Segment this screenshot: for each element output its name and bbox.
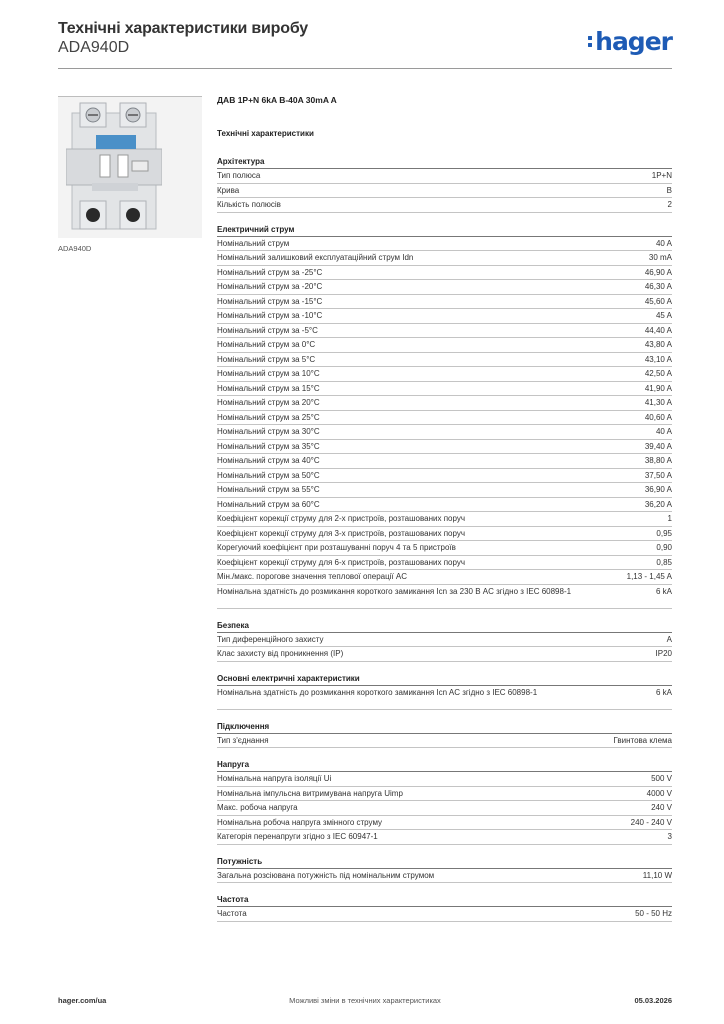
spec-label: Макс. робоча напруга [217, 803, 298, 812]
spec-label: Номінальний струм за 30°C [217, 427, 320, 436]
hager-logo [588, 27, 672, 56]
spec-label: Корегуючий коефіцієнт при розташуванні поруч 4 та 5 пристроїв [217, 543, 456, 552]
spec-value: 500 V [651, 774, 672, 783]
spec-label: Мін./макс. порогове значення теплової операції AC [217, 572, 408, 581]
logo-dots-icon [588, 36, 593, 50]
spec-row [217, 454, 672, 469]
spec-value: 39,40 A [644, 441, 672, 451]
spec-label: Номінальний струм за 50°C [217, 470, 320, 480]
spec-value: 2 [667, 200, 672, 209]
spec-row [217, 498, 672, 513]
spec-value: 4000 V [646, 788, 672, 798]
group-title: Напруга [217, 758, 672, 772]
group-title: Частота [217, 893, 672, 907]
circuit-breaker-icon [66, 101, 162, 235]
spec-label: Номінальний струм [217, 238, 290, 248]
spec-row [217, 541, 672, 556]
spec-row [217, 734, 672, 749]
spec-row [217, 801, 672, 816]
spec-label: Номінальний струм за 40°C [217, 456, 320, 465]
spec-row [217, 367, 672, 382]
spec-group [217, 855, 672, 884]
spec-label: Частота [217, 909, 247, 918]
page-title: Технічні характеристики виробу [58, 20, 308, 37]
spec-value: 11,10 W [642, 870, 672, 880]
spec-label: Номінальний струм за 15°C [217, 383, 320, 393]
spec-label: Номінальний струм за 10°C [217, 369, 320, 378]
spec-row [217, 816, 672, 831]
spec-label: Номінальний струм за -5°C [217, 325, 318, 335]
spec-row [217, 169, 672, 184]
spec-value: 3 [667, 832, 672, 841]
spec-label: Номінальний струм за 0°C [217, 340, 316, 349]
spec-value: 40,60 A [644, 412, 672, 422]
spec-group [217, 155, 672, 213]
spec-label: Тип з'єднання [217, 735, 269, 745]
spec-value: 38,80 A [644, 456, 672, 465]
spec-label: Номінальний залишковий експлуатаційний струм Idn [217, 253, 414, 262]
spec-row [217, 512, 672, 527]
spec-value: 40 A [655, 427, 672, 436]
logo-text: hager [595, 27, 672, 56]
spec-label: Крива [217, 185, 240, 195]
spec-row [217, 280, 672, 295]
spec-value: 45 A [655, 311, 672, 320]
spec-label: Коефіцієнт корекції струму для 2-х пристроїв, розташованих поруч [217, 514, 466, 523]
spec-row [217, 556, 672, 571]
spec-row [217, 787, 672, 802]
spec-value: 36,20 A [644, 499, 672, 509]
spec-group [217, 672, 672, 710]
spec-value: 30 mA [648, 253, 672, 262]
spec-row [217, 411, 672, 426]
spec-row [217, 686, 672, 710]
spec-row [217, 184, 672, 199]
spec-label: Загальна розсіювана потужність під номінальним струмом [217, 870, 435, 880]
spec-row [217, 396, 672, 411]
spec-row [217, 251, 672, 266]
spec-row [217, 295, 672, 310]
spec-row [217, 869, 672, 884]
image-caption: ADA940D [58, 244, 92, 253]
footer-website[interactable]: hager.com/ua [58, 996, 107, 1005]
spec-value: 240 - 240 V [630, 817, 672, 827]
spec-label: Номінальний струм за -10°C [217, 311, 323, 320]
spec-value: 1,13 - 1,45 A [626, 572, 672, 581]
spec-value: B [666, 185, 672, 195]
spec-group [217, 619, 672, 662]
group-title: Підключення [217, 720, 672, 734]
spec-group [217, 758, 672, 845]
spec-label: Номінальний струм за 55°C [217, 485, 320, 494]
section-title: Технічні характеристики [217, 129, 314, 138]
spec-row [217, 469, 672, 484]
spec-value: 1P+N [651, 171, 672, 180]
spec-value: 1 [667, 514, 672, 523]
spec-label: Тип полюса [217, 171, 261, 180]
spec-row [217, 527, 672, 542]
spec-value: 6 kA [655, 687, 672, 697]
spec-row [217, 585, 672, 609]
page-footer [58, 996, 672, 1010]
spec-group [217, 223, 672, 609]
spec-label: Номінальна імпульсна витримувана напруга Uimp [217, 788, 403, 798]
group-title: Потужність [217, 855, 672, 869]
spec-label: Номінальна робоча напруга змінного струму [217, 817, 383, 827]
spec-row [217, 382, 672, 397]
spec-value: 36,90 A [644, 485, 672, 494]
footer-date: 05.03.2026 [634, 996, 672, 1005]
spec-label: Номінальний струм за -25°C [217, 267, 323, 277]
spec-value: 43,80 A [644, 340, 672, 349]
spec-value: 6 kA [655, 586, 672, 596]
spec-value: 0,95 [656, 528, 672, 538]
spec-label: Номінальний струм за -15°C [217, 296, 323, 306]
spec-row [217, 440, 672, 455]
spec-value: IP20 [655, 649, 672, 658]
group-title: Безпека [217, 619, 672, 633]
spec-label: Номінальний струм за -20°C [217, 282, 323, 291]
spec-row [217, 570, 672, 585]
spec-value: 50 - 50 Hz [635, 909, 672, 918]
spec-value: 41,90 A [644, 383, 672, 393]
spec-row [217, 198, 672, 213]
spec-row [217, 324, 672, 339]
spec-value: 43,10 A [644, 354, 672, 364]
spec-value: 240 V [651, 803, 672, 812]
spec-label: Коефіцієнт корекції струму для 6-х пристроїв, розташованих поруч [217, 557, 466, 567]
spec-group [217, 720, 672, 749]
spec-row [217, 338, 672, 353]
spec-label: Коефіцієнт корекції струму для 3-х пристроїв, розташованих поруч [217, 528, 466, 538]
spec-label: Номінальний струм за 20°C [217, 398, 320, 407]
spec-row [217, 633, 672, 648]
spec-row [217, 353, 672, 368]
spec-row [217, 237, 672, 252]
spec-label: Номінальний струм за 60°C [217, 499, 320, 509]
spec-label: Номінальна напруга ізоляції Ui [217, 774, 332, 783]
spec-value: 44,40 A [644, 325, 672, 335]
spec-label: Тип диференційного захисту [217, 634, 324, 644]
spec-value: 37,50 A [644, 470, 672, 480]
spec-value: Гвинтова клема [613, 735, 672, 745]
product-image [58, 96, 202, 238]
spec-value: 41,30 A [644, 398, 672, 407]
footer-notice: Можливі зміни в технічних характеристиках [289, 996, 441, 1005]
spec-value: 46,30 A [644, 282, 672, 291]
spec-label: Номінальний струм за 35°C [217, 441, 320, 451]
spec-row [217, 830, 672, 845]
spec-row [217, 309, 672, 324]
spec-sheet [217, 95, 672, 922]
header-divider [58, 68, 672, 69]
product-code: ADA940D [58, 39, 130, 56]
spec-value: 45,60 A [644, 296, 672, 306]
spec-value: A [666, 634, 672, 644]
spec-value: 0,90 [656, 543, 672, 552]
spec-row [217, 266, 672, 281]
spec-value: 46,90 A [644, 267, 672, 277]
group-title: Електричний струм [217, 223, 672, 237]
spec-groups [217, 155, 672, 922]
spec-label: Номінальна здатність до розмикання короткого замикання Icn AC згідно з IEC 60898-1 [217, 687, 538, 697]
spec-label: Номінальна здатність до розмикання короткого замикання Icn за 230 В AC згідно з IEC 60898-1 [217, 586, 572, 596]
group-title: Архітектура [217, 155, 672, 169]
spec-value: 40 A [655, 238, 672, 248]
spec-group [217, 893, 672, 922]
spec-value: 42,50 A [644, 369, 672, 378]
spec-label: Категорія перенапруги згідно з IEC 60947-1 [217, 832, 378, 841]
spec-row [217, 483, 672, 498]
spec-row [217, 425, 672, 440]
spec-row [217, 772, 672, 787]
spec-label: Номінальний струм за 25°C [217, 412, 320, 422]
group-title: Основні електричні характеристики [217, 672, 672, 686]
page-header [58, 20, 672, 70]
spec-row [217, 647, 672, 662]
spec-value: 0,85 [656, 557, 672, 567]
spec-row [217, 907, 672, 922]
spec-label: Номінальний струм за 5°C [217, 354, 316, 364]
product-name: ДАВ 1P+N 6kA B-40A 30mA A [217, 95, 337, 105]
spec-label: Клас захисту від проникнення (IP) [217, 649, 344, 658]
spec-label: Кількість полюсів [217, 200, 281, 209]
